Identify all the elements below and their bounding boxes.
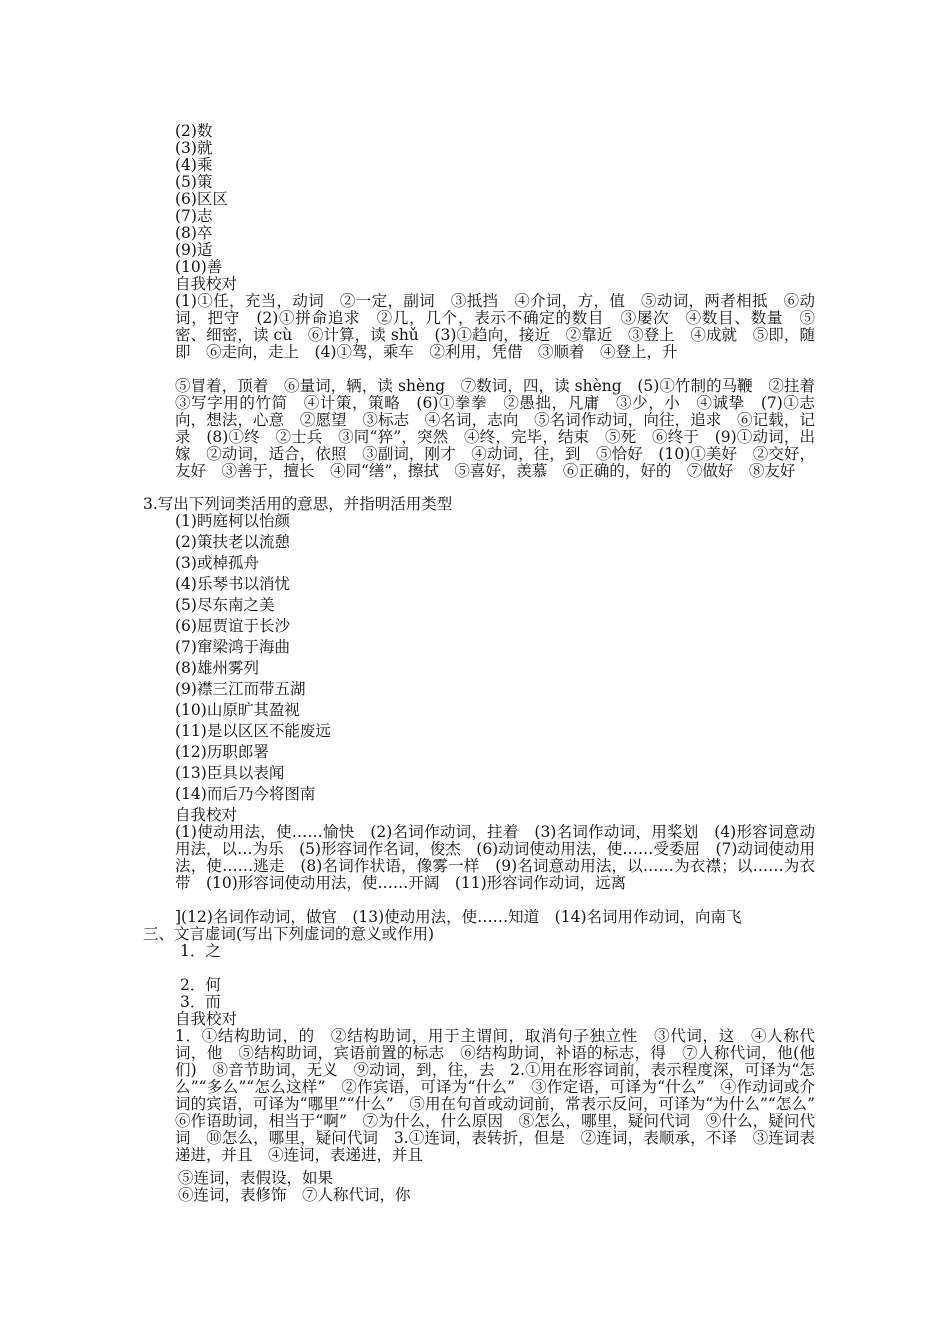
section-heading: 三、文言虚词(写出下列虚词的意义或作用) <box>143 925 435 943</box>
exercise-item: (8)雄州雾列 <box>175 659 259 677</box>
vocab-item: (7)志 <box>175 207 213 225</box>
exercise-item: (13)臣具以表闻 <box>175 764 285 782</box>
answer-paragraph: ⑤冒着，顶着 ⑥量词，辆，读 shèng ⑦数词，四，读 shèng (5)①竹制的马鞭 ②拄着 ③写字用的竹简 ④计策，策略 (6)①拳拳 ②愚拙，凡庸 ③少，小 ④诚挚 (7)①志向，想法，心意 ②愿望 ③标志 ④名词，志向 ⑤名词作动词，向往，追求 ⑥记载，记录 (8)①终 ②士兵 ③同“猝”，突然 ④终，完毕，结束 ⑤死 ⑥终于 (9)①动词，出嫁 ②动词，适合，依照 ③副词，刚才 ④动词，往，到 ⑤恰好 (10)①美好 ②交好，友好 ③善于，擅长 ④同“缮”，擦拭 ⑤喜好，羡慕 ⑥正确的，好的 ⑦做好 ⑧友好 <box>175 377 831 480</box>
exercise-item: (9)襟三江而带五湖 <box>175 680 306 698</box>
exercise-item: (12)历职郎署 <box>175 743 269 761</box>
vocab-item: (9)适 <box>175 241 213 259</box>
xuci-item: 3．而 <box>180 993 221 1011</box>
exercise-item: (3)或棹孤舟 <box>175 554 259 572</box>
section-heading: 3.写出下列词类活用的意思，并指明活用类型 <box>143 495 453 513</box>
vocab-item: (10)善 <box>175 258 223 276</box>
answer-line: ⑤连词，表假设，如果 <box>178 1169 334 1187</box>
answer-paragraph: (1)①任，充当，动词 ②一定，副词 ③抵挡 ④介词，方，值 ⑤动词，两者相抵 ⑥动词，把守 (2)①拼命追求 ②几，几个，表示不确定的数目 ③屡次 ④数目、数量 ⑤密、细密，读 cù ⑥计算，读 shǔ (3)①趋向，接近 ②靠近 ③登上 ④成就 ⑤即，随即 ⑥走向，走上 (4)①驾，乘车 ②利用，凭借 ③顺着 ④登上，升 <box>175 292 815 361</box>
exercise-item: (14)而后乃今将图南 <box>175 785 316 803</box>
answer-paragraph: ](12)名词作动词，做官 (13)使动用法，使……知道 (14)名词用作动词，向南飞 <box>175 908 742 926</box>
self-check-label: 自我校对 <box>175 1010 238 1028</box>
vocab-item: (4)乘 <box>175 156 213 174</box>
self-check-label: 自我校对 <box>175 275 238 293</box>
exercise-item: (5)尽东南之美 <box>175 596 275 614</box>
exercise-item: (7)窜梁鸿于海曲 <box>175 638 290 656</box>
answer-paragraph: 1．①结构助词，的 ②结构助词，用于主谓间，取消句子独立性 ③代词，这 ④人称代词，他 ⑤结构助词，宾语前置的标志 ⑥结构助词，补语的标志，得 ⑦人称代词，他(他们) ⑧音节助词，无义 ⑨动词，到，往，去 2.①用在形容词前，表示程度深，可译为“怎么”“多么”“怎么这样” ②作宾语，可译为“什么” ③作定语，可译为“什么” ④作动词或介词的宾语，可译为“哪里”“什么” ⑤用在句首或动词前，常表示反问，可译为“为什么”“怎么” ⑥作语助词，相当于“啊” ⑦为什么，什么原因 ⑧怎么，哪里，疑问代词 ⑨什么，疑问代词 ⑩怎么，哪里，疑问代词 3.①连词，表转折，但是 ②连词，表顺承，不译 ③连词表递进，并且 ④连词，表递进，并且 <box>175 1027 831 1164</box>
xuci-item: 1．之 <box>180 942 221 960</box>
exercise-item: (11)是以区区不能废远 <box>175 722 331 740</box>
exercise-item: (2)策扶老以流憩 <box>175 533 290 551</box>
answer-line: ⑥连词，表修饰 ⑦人称代词，你 <box>178 1186 411 1204</box>
answer-paragraph: (1)使动用法，使……愉快 (2)名词作动词，拄着 (3)名词作动词，用桨划 (4)形容词意动用法，以…为乐 (5)形容词作名词，俊杰 (6)动词使动用法，使……受委屈 (7)动词使动用法，使……逃走 (8)名词作状语，像雾一样 (9)名词意动用法，以……为衣襟；以……为衣带 (10)形容词使动用法，使……开阔 (11)形容词作动词，远离 <box>175 823 815 892</box>
exercise-item: (1)眄庭柯以怡颜 <box>175 512 290 530</box>
vocab-item: (6)区区 <box>175 190 228 208</box>
xuci-item: 2．何 <box>180 976 221 994</box>
self-check-label: 自我校对 <box>175 806 238 824</box>
vocab-item: (3)就 <box>175 139 213 157</box>
vocab-item: (8)卒 <box>175 224 213 242</box>
exercise-item: (10)山原旷其盈视 <box>175 701 300 719</box>
exercise-item: (6)屈贾谊于长沙 <box>175 617 290 635</box>
vocab-item: (2)数 <box>175 122 213 140</box>
vocab-item: (5)策 <box>175 173 213 191</box>
exercise-item: (4)乐琴书以消忧 <box>175 575 290 593</box>
